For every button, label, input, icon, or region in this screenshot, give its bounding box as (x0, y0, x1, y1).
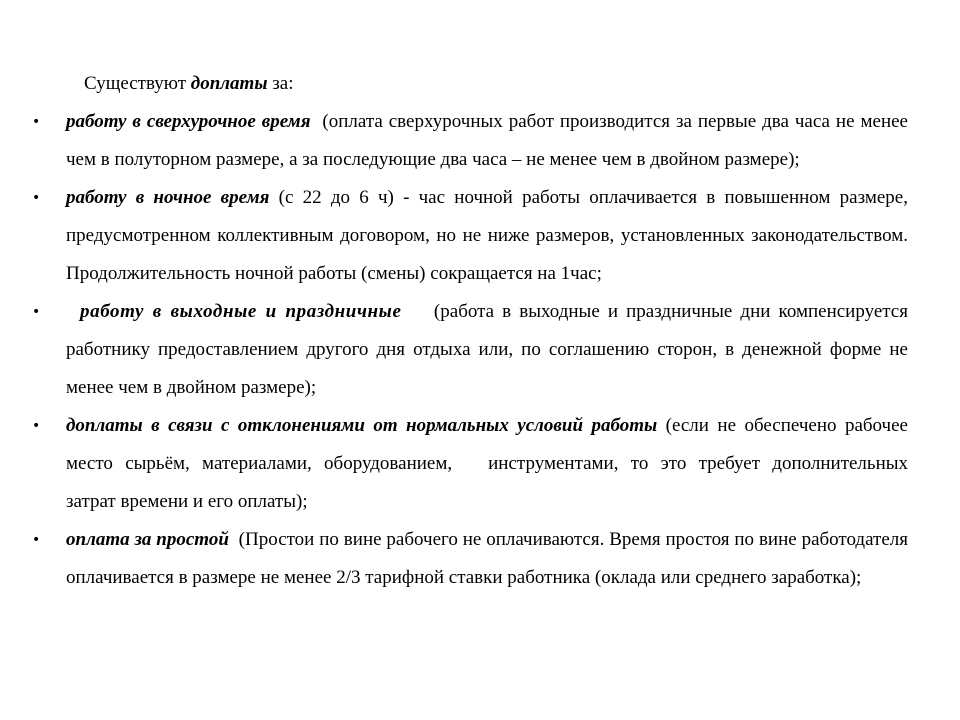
item-text: (работа в выходные и праздничные дни компенсируется работнику предоставлением другого дня отдыха или, по соглашению сторон, в денежной форме не менее чем в двойном размере); (66, 301, 913, 398)
payments-list (0, 103, 960, 597)
bullet-icon: • (32, 114, 41, 130)
item-term: работу в выходные и праздничные (80, 301, 402, 322)
bullet-icon: • (32, 304, 41, 320)
list-item-night (32, 179, 908, 293)
intro-before: Существуют (84, 73, 191, 94)
bullet-icon: • (32, 532, 41, 548)
item-term: оплата за простой (66, 529, 229, 550)
list-item-weekends (32, 293, 913, 407)
item-text: (оплата сверхурочных работ производится за первые два часа не менее чем в полуторном размере, а за последующие два часа – не менее чем в двойном размере); (66, 111, 913, 170)
bullet-icon: • (32, 418, 41, 434)
item-term: доплаты в связи с отклонениями от нормальных условий работы (66, 415, 658, 436)
item-term: работу в ночное время (66, 187, 270, 208)
list-item-deviations (32, 407, 909, 521)
list-item-downtime (32, 521, 913, 597)
bullet-icon: • (32, 190, 41, 206)
intro-after: за: (267, 73, 294, 94)
list-item-overtime (32, 103, 913, 179)
item-text: (с 22 до 6 ч) - час ночной работы оплачивается в повышенном размере, предусмотренном коллективным договором, но не ниже размеров, установленных законодательством. Продолжительность ночной работы (смены) сокращается на 1час; (66, 187, 908, 284)
item-term: работу в сверхурочное время (66, 111, 311, 132)
intro-emphasis: доплаты (190, 73, 268, 94)
item-text-after-gap: инструментами, то это требует дополнительных затрат времени и его оплаты); (66, 453, 909, 512)
item-text: (Простои по вине рабочего не оплачиваются. Время простоя по вине работодателя оплачивается в размере не менее 2/3 тарифной ставки работника (оклада или среднего заработка); (66, 529, 913, 588)
item-text-before-gap: (если не обеспечено рабочее место сырьём, материалами, оборудованием, (66, 415, 908, 474)
intro-line (84, 65, 293, 103)
